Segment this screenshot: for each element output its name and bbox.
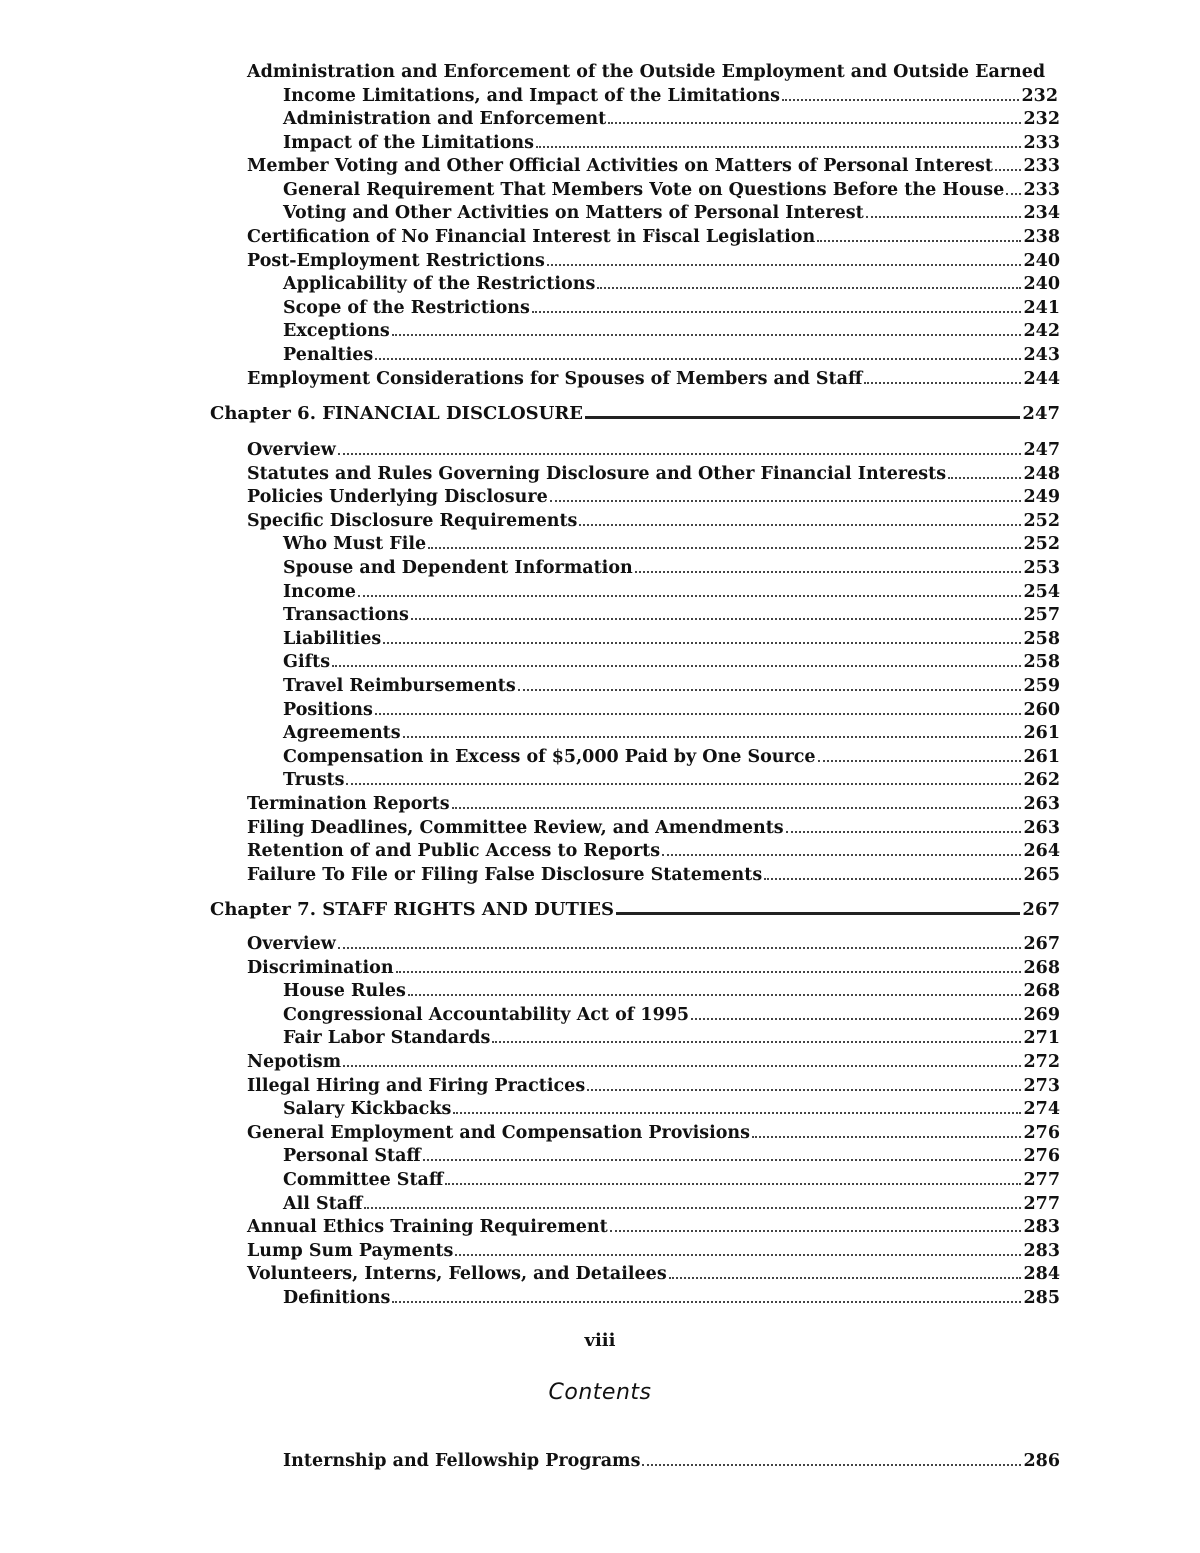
toc-entry[interactable] — [247, 1239, 1060, 1263]
dot-leader — [642, 1464, 1021, 1466]
toc-entry[interactable] — [283, 580, 1060, 604]
dot-leader — [948, 477, 1021, 479]
toc-entry[interactable] — [247, 863, 1060, 887]
toc-page-number: 233 — [1023, 132, 1060, 153]
toc-entry-label: Spouse and Dependent Information — [283, 558, 633, 578]
dot-leader — [338, 947, 1022, 949]
dot-leader — [518, 689, 1022, 691]
dot-leader — [408, 994, 1022, 996]
toc-entry-label: Illegal Hiring and Firing Practices — [247, 1075, 586, 1096]
dot-leader — [597, 287, 1021, 289]
toc-page-number: 276 — [1023, 1122, 1060, 1143]
toc-entry-label: General Employment and Compensation Provisions — [247, 1122, 750, 1143]
toc-entry[interactable] — [247, 225, 1060, 249]
toc-page-number: 276 — [1023, 1146, 1060, 1167]
toc-page-number: 271 — [1023, 1028, 1060, 1049]
toc-entry[interactable] — [247, 462, 1060, 486]
toc-entry[interactable] — [283, 698, 1060, 722]
toc-page-number: 243 — [1023, 345, 1060, 365]
toc-entry-label: Employment Considerations for Spouses of Members and Staff — [247, 368, 863, 389]
toc-entry[interactable] — [283, 745, 1060, 769]
dot-leader — [817, 240, 1021, 242]
dot-leader — [547, 264, 1022, 266]
toc-entry-label: Committee Staff — [283, 1170, 444, 1190]
toc-page-number: 273 — [1023, 1075, 1060, 1096]
toc-entry-label: Trusts — [283, 770, 345, 791]
toc-page-number: 267 — [1022, 899, 1060, 920]
toc-entry-label: Policies Underlying Disclosure — [247, 487, 548, 508]
toc-entry[interactable] — [247, 485, 1060, 509]
toc-page-number: 261 — [1023, 746, 1060, 767]
toc-page-number: 240 — [1023, 250, 1060, 271]
toc-entry[interactable] — [283, 201, 1060, 225]
toc-entry-label: Congressional Accountability Act of 1995 — [283, 1004, 690, 1025]
dot-leader — [752, 1136, 1021, 1138]
toc-entry[interactable] — [283, 979, 1060, 1003]
toc-entry-label: Administration and Enforcement — [283, 109, 607, 129]
toc-page-number: 253 — [1023, 558, 1060, 578]
toc-entry[interactable] — [247, 816, 1060, 840]
toc-entry-label: Lump Sum Payments — [247, 1240, 454, 1261]
dot-leader — [579, 524, 1021, 526]
toc-page-number: 268 — [1023, 957, 1060, 978]
dot-leader — [536, 146, 1022, 148]
dot-leader — [346, 783, 1021, 785]
toc-entry[interactable] — [247, 249, 1060, 273]
toc-page-number: 263 — [1023, 794, 1060, 814]
toc-entry[interactable] — [283, 1026, 1060, 1050]
toc-page-number: 265 — [1023, 864, 1060, 885]
toc-chapter-7[interactable] — [210, 898, 1060, 922]
toc-entry-label: Internship and Fellowship Programs — [283, 1451, 641, 1471]
toc-page-number: 262 — [1023, 770, 1060, 791]
toc-page-number: 232 — [1023, 109, 1060, 129]
rule-leader — [585, 416, 1020, 419]
toc-entry-label: Definitions — [283, 1288, 391, 1308]
dot-leader — [532, 311, 1022, 313]
dot-leader — [423, 1159, 1022, 1161]
toc-entry[interactable] — [283, 1097, 1060, 1121]
dot-leader — [764, 878, 1021, 880]
dot-leader — [1006, 193, 1021, 195]
dot-leader — [332, 665, 1021, 667]
toc-entry[interactable] — [283, 768, 1060, 792]
dot-leader — [375, 713, 1022, 715]
dot-leader — [662, 854, 1021, 856]
dot-leader — [375, 358, 1021, 360]
dot-leader — [786, 831, 1022, 833]
page-number: viii — [584, 1330, 616, 1351]
toc-entry-label: Post-Employment Restrictions — [247, 250, 545, 271]
toc-page-number: 267 — [1023, 934, 1060, 954]
dot-leader — [445, 1183, 1021, 1185]
dot-leader — [396, 971, 1022, 973]
toc-entry-label: Scope of the Restrictions — [283, 297, 530, 318]
toc-page-number: 277 — [1023, 1193, 1060, 1214]
toc-entry-label: Compensation in Excess of $5,000 Paid by One Source — [283, 746, 816, 767]
toc-entry-label: Statutes and Rules Governing Disclosure and Other Financial Interests — [247, 463, 947, 484]
toc-entry[interactable] — [283, 1449, 1060, 1473]
dot-leader — [383, 642, 1021, 644]
toc-entry-label: Salary Kickbacks — [283, 1099, 452, 1120]
toc-page-number: 285 — [1023, 1288, 1060, 1308]
toc-entry-label: Income — [283, 581, 356, 602]
toc-entry-label: Overview — [247, 440, 336, 460]
toc-entry-label: Liabilities — [283, 628, 382, 649]
dot-leader — [866, 216, 1022, 218]
toc-page-number: 286 — [1023, 1451, 1060, 1471]
toc-entry[interactable] — [283, 131, 1060, 155]
dot-leader — [610, 1230, 1022, 1232]
toc-entry[interactable] — [247, 509, 1060, 533]
dot-leader — [691, 1018, 1021, 1020]
toc-page-number: 249 — [1023, 487, 1060, 508]
toc-page-number: 283 — [1023, 1240, 1060, 1261]
toc-page-number: 241 — [1023, 297, 1060, 318]
toc-entry[interactable] — [283, 1192, 1060, 1216]
dot-leader — [455, 1254, 1021, 1256]
toc-entry-label: Income Limitations, and Impact of the Limitations — [283, 86, 781, 106]
toc-entry-label: Specific Disclosure Requirements — [247, 510, 578, 531]
toc-page-number: 252 — [1023, 510, 1060, 531]
toc-page-number: 233 — [1023, 156, 1060, 177]
toc-entry-label: Nepotism — [247, 1052, 342, 1072]
toc-entry[interactable] — [247, 1121, 1060, 1145]
toc-entry[interactable] — [283, 272, 1060, 296]
toc-entry-label: Transactions — [283, 605, 409, 626]
dot-leader — [608, 122, 1021, 124]
running-head: Contents — [548, 1380, 652, 1405]
toc-entry-label: Travel Reimbursements — [283, 676, 516, 696]
toc-entry[interactable] — [247, 438, 1060, 462]
toc-entry[interactable] — [283, 107, 1060, 131]
toc-entry-label: House Rules — [283, 981, 406, 1002]
toc-entry[interactable] — [283, 178, 1060, 202]
toc-entry[interactable] — [247, 1215, 1060, 1239]
toc-entry[interactable] — [283, 1144, 1060, 1168]
toc-page-number: 268 — [1023, 981, 1060, 1002]
toc-entry[interactable] — [283, 1168, 1060, 1192]
toc-entry[interactable] — [283, 1003, 1060, 1027]
dot-leader — [818, 760, 1022, 762]
toc-entry[interactable] — [283, 721, 1060, 745]
dot-leader — [669, 1277, 1022, 1279]
toc-page-number: 258 — [1023, 652, 1060, 673]
toc-entry-label: Positions — [283, 699, 373, 720]
toc-page-number: 258 — [1023, 628, 1060, 649]
toc-entry[interactable] — [283, 650, 1060, 674]
toc-entry[interactable] — [283, 627, 1060, 651]
toc-entry[interactable] — [247, 1262, 1060, 1286]
dot-leader — [635, 571, 1022, 573]
toc-entry-label: Annual Ethics Training Requirement — [247, 1217, 608, 1238]
toc-entry[interactable] — [247, 792, 1060, 816]
toc-entry-label: Termination Reports — [247, 794, 450, 814]
dot-leader — [392, 334, 1022, 336]
dot-leader — [364, 1207, 1021, 1209]
toc-entry[interactable] — [283, 556, 1060, 580]
dot-leader — [338, 453, 1022, 455]
toc-page-number: 238 — [1023, 227, 1060, 247]
toc-page-number: 264 — [1023, 841, 1060, 862]
dot-leader — [587, 1089, 1021, 1091]
chapter-title: Chapter 7. STAFF RIGHTS AND DUTIES — [210, 899, 614, 920]
toc-entry-label: General Requirement That Members Vote on Questions Before the House — [283, 179, 1005, 200]
dot-leader — [392, 1301, 1021, 1303]
toc-entry-wrapped-line-2[interactable] — [283, 84, 1058, 108]
toc-page-number: 277 — [1023, 1170, 1060, 1190]
toc-chapter-6[interactable] — [210, 402, 1060, 426]
toc-entry[interactable] — [283, 296, 1060, 320]
toc-entry-label: Penalties — [283, 345, 374, 365]
toc-entry-label: Impact of the Limitations — [283, 132, 534, 153]
toc-entry[interactable] — [247, 154, 1060, 178]
dot-leader — [358, 595, 1022, 597]
toc-entry-label: Filing Deadlines, Committee Review, and Amendments — [247, 817, 784, 838]
toc-page-number: 233 — [1023, 179, 1060, 200]
dot-leader — [995, 169, 1021, 171]
toc-entry-label: Agreements — [283, 723, 401, 744]
dot-leader — [782, 99, 1019, 101]
toc-entry-label: Personal Staff — [283, 1146, 421, 1167]
toc-page-number: 232 — [1021, 86, 1058, 106]
toc-page-number: 259 — [1023, 676, 1060, 696]
dot-leader — [550, 500, 1022, 502]
toc-entry[interactable] — [247, 367, 1060, 391]
dot-leader — [428, 547, 1021, 549]
dot-leader — [343, 1065, 1021, 1067]
dot-leader — [453, 1112, 1021, 1114]
toc-entry-label: Certification of No Financial Interest in Fiscal Legislation — [247, 227, 816, 247]
toc-page-number: 283 — [1023, 1217, 1060, 1238]
toc-entry-label: Retention of and Public Access to Reports — [247, 841, 661, 862]
toc-page-number: 269 — [1023, 1004, 1060, 1025]
dot-leader — [864, 382, 1021, 384]
toc-page-number: 242 — [1023, 321, 1060, 342]
toc-entry-label: Overview — [247, 934, 336, 954]
toc-page-number: 284 — [1023, 1264, 1060, 1285]
chapter-title: Chapter 6. FINANCIAL DISCLOSURE — [210, 403, 584, 424]
toc-entry[interactable] — [283, 1286, 1060, 1310]
toc-entry[interactable] — [283, 603, 1060, 627]
toc-entry-label: Member Voting and Other Official Activities on Matters of Personal Interest — [247, 156, 993, 177]
toc-entry[interactable] — [283, 343, 1060, 367]
toc-page-number: 240 — [1023, 274, 1060, 295]
toc-entry-label: Discrimination — [247, 957, 394, 978]
toc-entry[interactable] — [247, 932, 1060, 956]
dot-leader — [452, 807, 1022, 809]
toc-entry-label: Gifts — [283, 652, 331, 673]
toc-entry[interactable] — [247, 1074, 1060, 1098]
toc-page-number: 244 — [1023, 368, 1060, 389]
toc-page-number: 234 — [1023, 203, 1060, 224]
toc-page-number: 247 — [1022, 403, 1060, 424]
toc-page-number: 257 — [1023, 605, 1060, 626]
toc-page-number: 274 — [1023, 1099, 1060, 1120]
toc-entry[interactable] — [283, 674, 1060, 698]
toc-entry-label: Volunteers, Interns, Fellows, and Detailees — [247, 1264, 667, 1285]
dot-leader — [492, 1041, 1021, 1043]
dot-leader — [403, 736, 1022, 738]
toc-page-number: 260 — [1023, 699, 1060, 720]
toc-entry[interactable] — [247, 839, 1060, 863]
toc-entry-label: Voting and Other Activities on Matters of Personal Interest — [283, 203, 864, 224]
toc-entry-label: Failure To File or Filing False Disclosure Statements — [247, 864, 763, 885]
rule-leader — [616, 912, 1020, 915]
toc-page-number: 254 — [1023, 581, 1060, 602]
toc-page-number: 272 — [1023, 1052, 1060, 1072]
toc-page-number: 263 — [1023, 817, 1060, 838]
toc-entry[interactable] — [283, 532, 1060, 556]
toc-entry[interactable] — [247, 956, 1060, 980]
toc-entry-label: Exceptions — [283, 321, 390, 342]
toc-entry[interactable] — [247, 1050, 1060, 1074]
toc-entry[interactable] — [283, 319, 1060, 343]
toc-entry-label: Fair Labor Standards — [283, 1028, 491, 1049]
toc-entry-label: Who Must File — [283, 534, 427, 555]
toc-page-number: 248 — [1023, 463, 1060, 484]
dot-leader — [411, 618, 1022, 620]
toc-entry-label: All Staff — [283, 1193, 363, 1214]
toc-page-number: 252 — [1023, 534, 1060, 555]
toc-entry-label: Applicability of the Restrictions — [283, 274, 596, 295]
toc-page-number: 261 — [1023, 723, 1060, 744]
toc-entry-wrapped-line-1: Administration and Enforcement of the Outside Employment and Outside Earned — [247, 62, 1046, 82]
toc-page-number: 247 — [1023, 440, 1060, 460]
